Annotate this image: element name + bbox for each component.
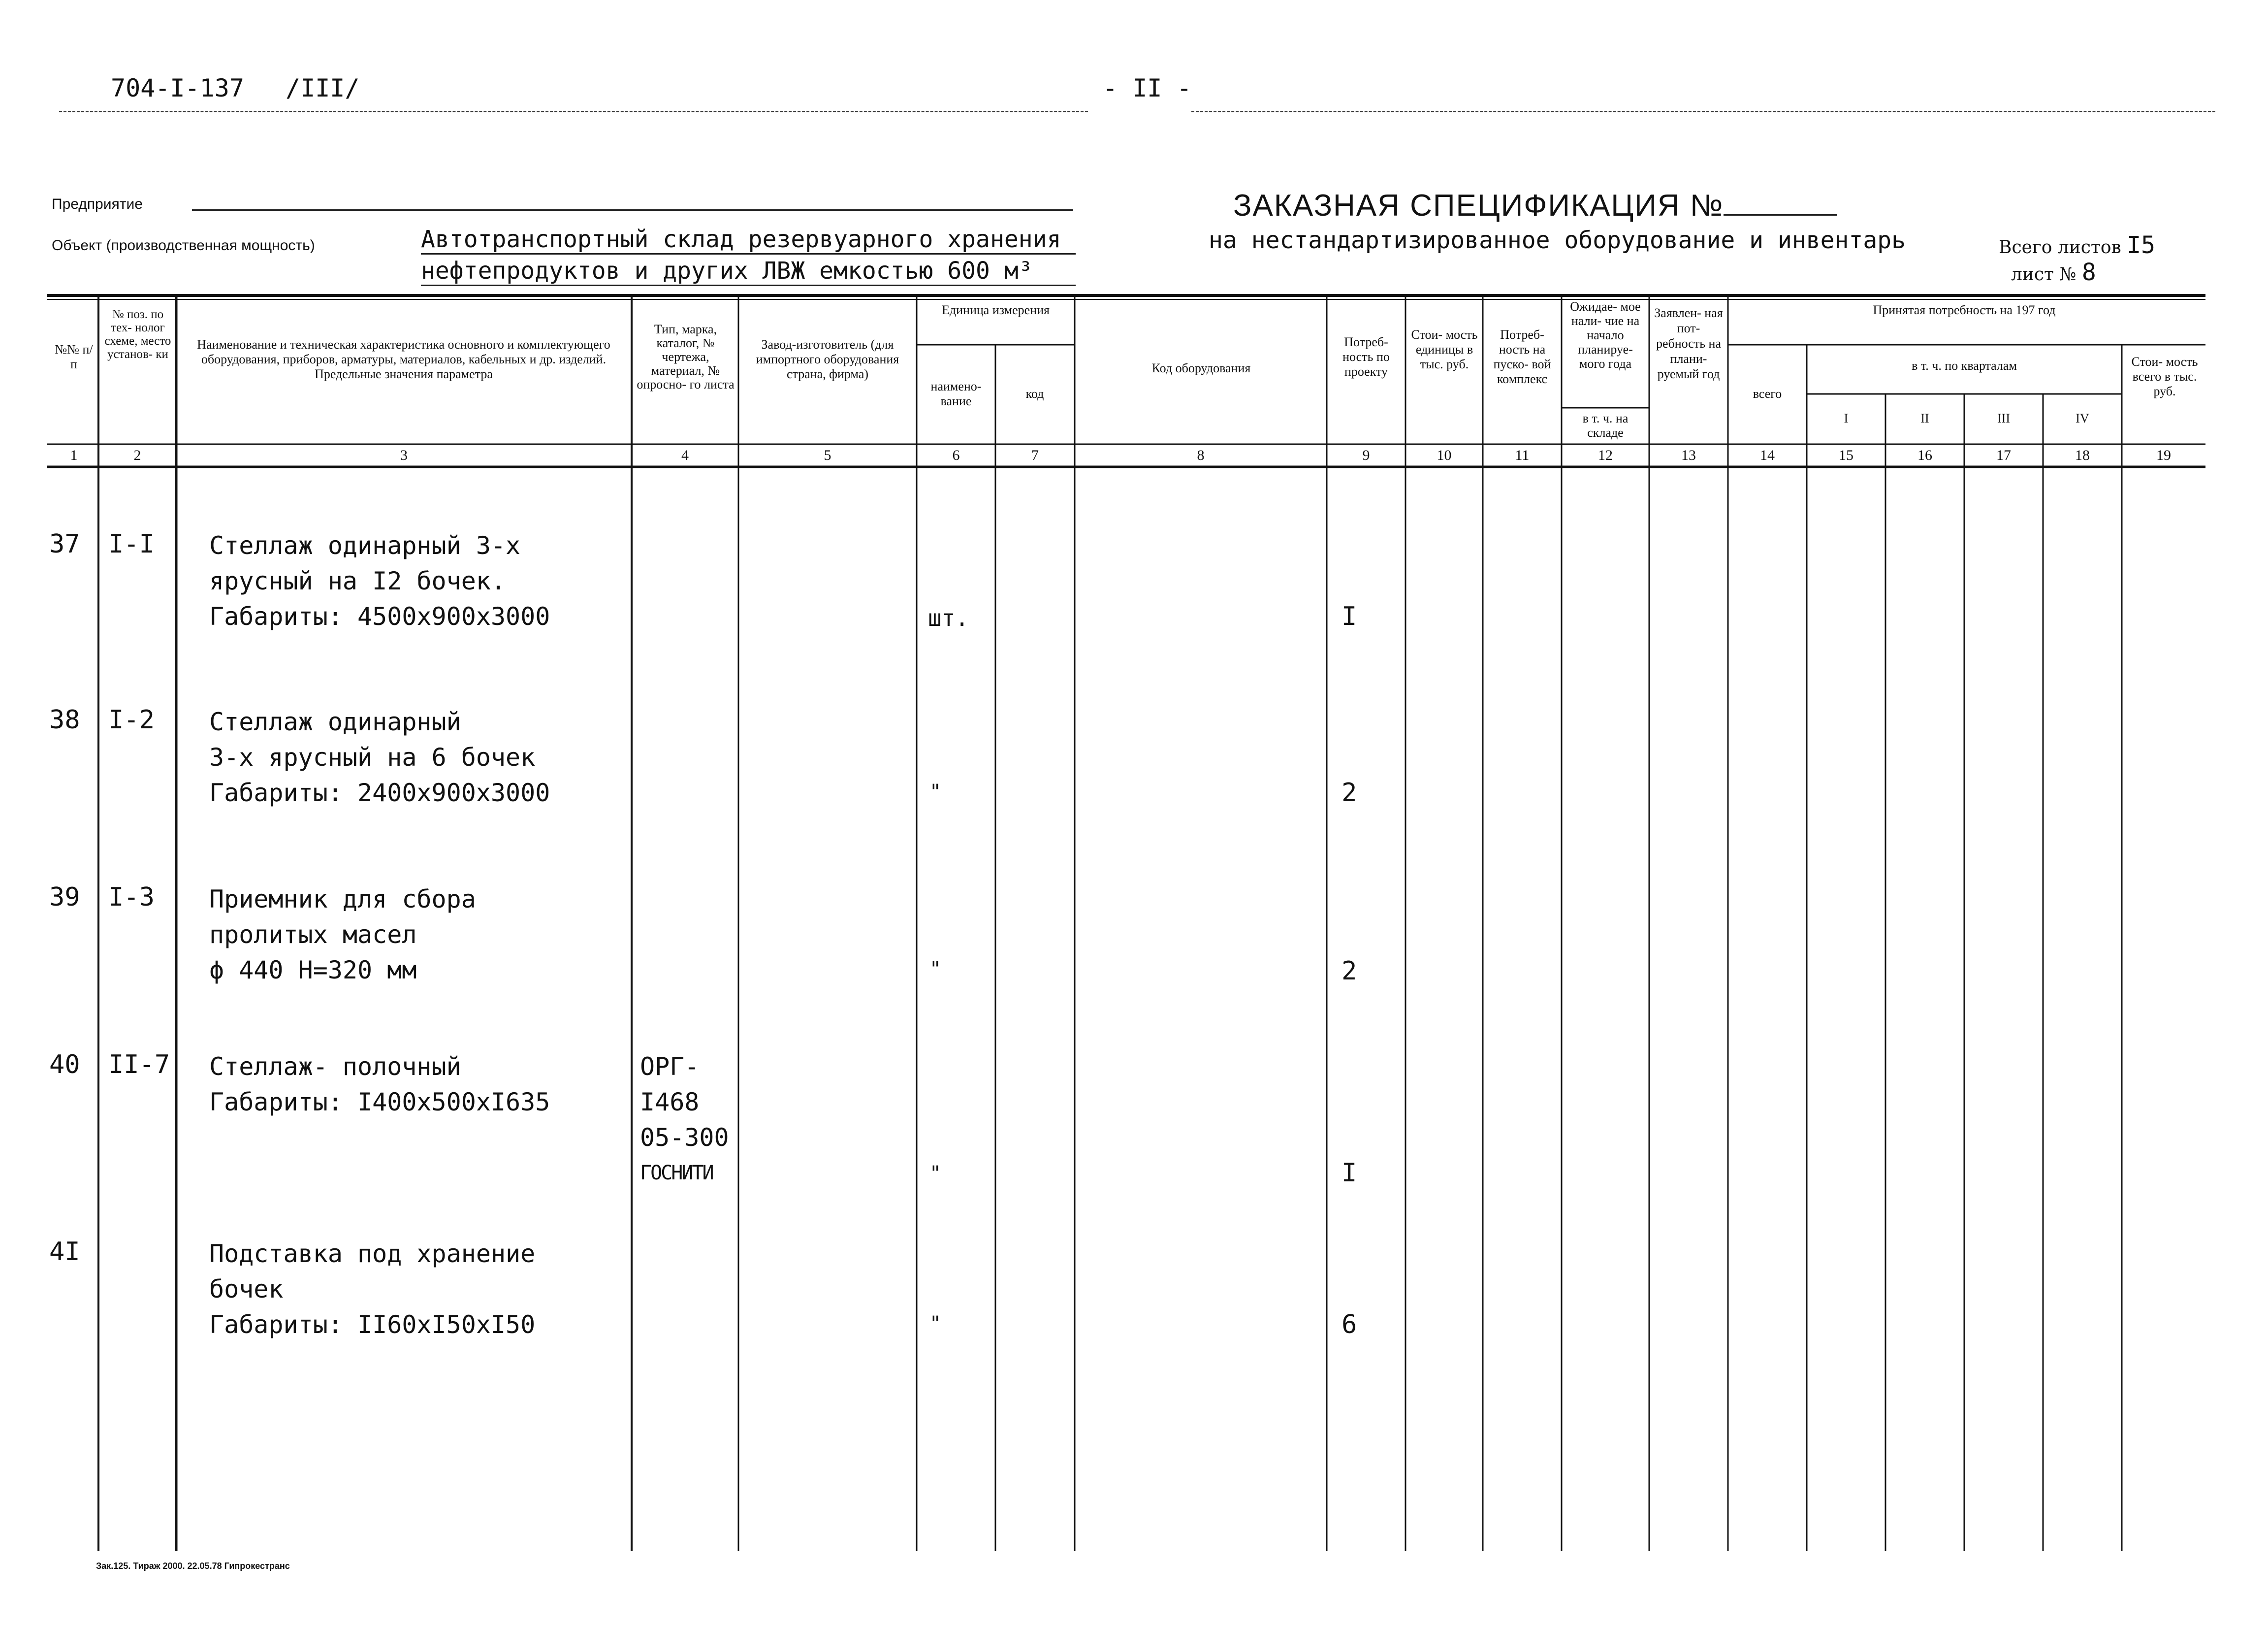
header-c1: №№ п/п <box>55 342 93 371</box>
sheet-label: лист № <box>2011 264 2076 285</box>
object-line-2: нефтепродуктов и других ЛВЖ емкостью 600 м³ <box>421 257 1076 286</box>
header-c19: Стои- мость всего в тыс. руб. <box>2131 355 2198 398</box>
row-name-line: Габариты: I400х500хI635 <box>209 1088 550 1116</box>
row-name-line: Стеллаж одинарный 3-х <box>209 531 521 560</box>
row-number: 37 <box>49 529 80 559</box>
colnum-18: 18 <box>2075 447 2090 463</box>
colnum-12: 12 <box>1598 447 1613 463</box>
header-c5: Завод-изготовитель (для импортного оборудования страна, фирма) <box>756 337 899 381</box>
row-position: I-3 <box>108 882 155 912</box>
colnum-1: 1 <box>70 447 78 463</box>
row-name-line: 3-х ярусный на 6 бочек <box>209 743 536 772</box>
colnum-16: 16 <box>1917 447 1932 463</box>
row-type-line: ОРГ- <box>640 1052 700 1081</box>
header-c11: Потреб- ность на пуско- вой комплекс <box>1493 327 1551 386</box>
header-c7: код <box>1025 387 1044 401</box>
row-type-line: ГОСНИТИ <box>640 1162 713 1184</box>
row-unit: шт. <box>928 605 969 631</box>
header-c14: всего <box>1753 387 1782 401</box>
row-quantity: I <box>1342 602 1357 631</box>
row-name-line: ϕ 440 Н=320 мм <box>209 956 417 984</box>
row-name-line: Подставка под хранение <box>209 1239 536 1268</box>
row-name-line: пролитых масел <box>209 920 417 949</box>
row-type-line: I468 <box>640 1088 700 1116</box>
total-sheets-label: Всего листов <box>1999 237 2121 258</box>
row-type-line: 05-300 <box>640 1123 729 1152</box>
print-info: Зак.125. Тираж 2000. 22.05.78 Гипрокестранс <box>96 1561 290 1571</box>
row-name-line: Габариты: 4500х900х3000 <box>209 602 550 631</box>
page-number: - II - <box>1103 74 1192 102</box>
header-c13: Заявлен- ная пот- ребность на плани- руемый год <box>1654 306 1723 381</box>
colnum-2: 2 <box>133 447 141 463</box>
row-number: 40 <box>49 1050 80 1079</box>
spec-subtitle: на нестандартизированное оборудование и инвентарь <box>1209 227 1906 254</box>
header-c6: наимено- вание <box>930 379 982 408</box>
row-number: 38 <box>49 705 80 735</box>
row-quantity: 6 <box>1342 1310 1357 1339</box>
colnum-7: 7 <box>1031 447 1039 463</box>
doc-code: 704-I-137 <box>111 74 244 102</box>
colnum-11: 11 <box>1515 447 1530 463</box>
row-unit: " <box>929 781 942 803</box>
colnum-3: 3 <box>400 447 408 463</box>
row-quantity: 2 <box>1342 778 1357 808</box>
header-c16: II <box>1920 411 1929 425</box>
row-quantity: I <box>1342 1158 1357 1188</box>
header-c12-sub: в т. ч. на складе <box>1582 411 1629 440</box>
doc-part: /III/ <box>286 74 360 102</box>
total-sheets-value: I5 <box>2127 231 2156 259</box>
object-line-1: Автотранспортный склад резервуарного хранения <box>421 226 1076 255</box>
enterprise-label: Предприятие <box>52 196 143 212</box>
row-name-line: Стеллаж- полочный <box>209 1052 461 1081</box>
colnum-8: 8 <box>1197 447 1205 463</box>
header-c17: III <box>1997 411 2010 425</box>
row-name-line: Габариты: 2400х900х3000 <box>209 779 550 807</box>
row-name-line: бочек <box>209 1275 284 1303</box>
colnum-4: 4 <box>681 447 689 463</box>
header-c12: Ожидае- мое нали- чие на начало планируе- мого года <box>1570 299 1641 371</box>
header-c18: IV <box>2076 411 2089 425</box>
header-c8: Код оборудования <box>1151 361 1251 375</box>
header-c15: I <box>1844 411 1849 425</box>
row-name-line: Стеллаж одинарный <box>209 708 461 736</box>
sheet-value: 8 <box>2081 259 2096 286</box>
row-position: II-7 <box>108 1050 170 1079</box>
header-c6-7-group: Единица измерения <box>942 303 1050 317</box>
row-number: 4I <box>49 1237 80 1267</box>
colnum-14: 14 <box>1760 447 1775 463</box>
spec-title-text: ЗАКАЗНАЯ СПЕЦИФИКАЦИЯ № <box>1233 189 1724 223</box>
colnum-17: 17 <box>1996 447 2011 463</box>
colnum-6: 6 <box>952 447 960 463</box>
header-c2: № поз. по тех- нолог схеме, место установ- ки <box>104 308 171 361</box>
header-c10: Стои- мость единицы в тыс. руб. <box>1411 327 1478 371</box>
colnum-9: 9 <box>1362 447 1370 463</box>
row-quantity: 2 <box>1342 956 1357 986</box>
colnum-10: 10 <box>1437 447 1452 463</box>
header-c4: Тип, марка, каталог, № чертежа, материал, № опросно- го листа <box>637 322 735 391</box>
row-name-line: ярусный на I2 бочек. <box>209 567 506 595</box>
row-name-line: Приемник для сбора <box>209 885 476 913</box>
row-unit: " <box>929 1162 942 1185</box>
colnum-5: 5 <box>824 447 831 463</box>
colnum-19: 19 <box>2156 447 2171 463</box>
colnum-13: 13 <box>1681 447 1696 463</box>
row-name-line: Габариты: II60хI50хI50 <box>209 1310 536 1339</box>
row-position: I-I <box>108 529 155 559</box>
object-label: Объект (производственная мощность) <box>52 237 315 254</box>
colnum-15: 15 <box>1839 447 1853 463</box>
row-position: I-2 <box>108 705 155 735</box>
header-c15-18-group: в т. ч. по кварталам <box>1912 358 2017 373</box>
header-c14-19-group: Принятая потребность на 197 год <box>1873 303 2056 317</box>
row-number: 39 <box>49 882 80 912</box>
header-c9: Потреб- ность по проекту <box>1342 335 1390 379</box>
header-c3: Наименование и техническая характеристика основного и комплектующего оборудования, приборов, арматуры, материалов, кабельных и др. изделий. Предельные значения параметра <box>197 337 610 381</box>
row-unit: " <box>929 1312 942 1335</box>
row-unit: " <box>929 958 942 980</box>
